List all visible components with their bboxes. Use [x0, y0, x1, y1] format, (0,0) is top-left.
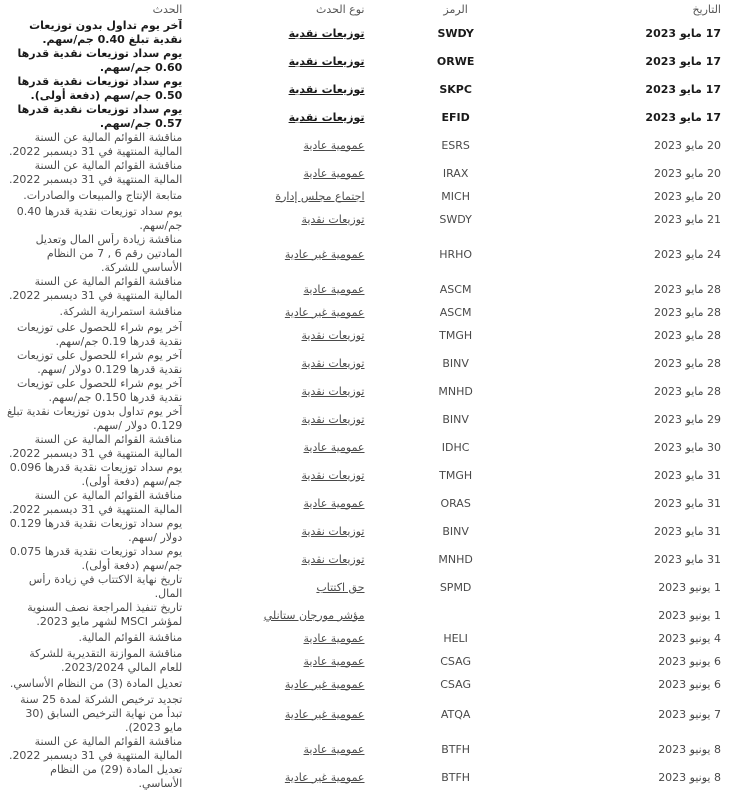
row-symbol: IDHC — [441, 440, 470, 454]
row-event-type-link[interactable]: توزيعات نقدية — [301, 552, 365, 566]
table-row — [0, 629, 729, 647]
row-event-type-link[interactable]: عمومية غير عادية — [284, 677, 365, 691]
row-event-description: مناقشة زيادة رأس المال وتعديل المادتين رقم 6 , 7 من النظام الأساسي للشركة. — [35, 233, 183, 274]
row-symbol: TMGH — [439, 468, 473, 482]
header-symbol: الرمز — [443, 3, 468, 16]
row-date: 28 مايو 2023 — [654, 282, 721, 296]
row-date: 17 مايو 2023 — [645, 82, 721, 96]
row-event-type-link[interactable]: توزيعات نقدية — [301, 356, 365, 370]
row-event-type-link[interactable]: عمومية عادية — [303, 282, 365, 296]
row-date: 8 يونيو 2023 — [658, 770, 721, 784]
table-row — [0, 693, 729, 735]
row-event-type-cell — [182, 517, 364, 545]
table-row — [0, 275, 729, 303]
row-date: 6 يونيو 2023 — [658, 654, 721, 668]
row-event-type-cell — [182, 233, 364, 275]
table-row — [0, 75, 729, 103]
row-symbol: CSAG — [440, 677, 471, 691]
row-event-description: مناقشة القوائم المالية عن السنة المالية المنتهية في 31 ديسمبر 2022. — [8, 159, 183, 186]
table-row — [0, 131, 729, 159]
row-event-description: يوم سداد توزيعات نقدية قدرها 0.60 جم/سهم. — [17, 47, 183, 74]
row-symbol: MICH — [441, 189, 470, 203]
row-date: 28 مايو 2023 — [654, 328, 721, 342]
table-row — [0, 461, 729, 489]
row-event-type-link[interactable]: توزيعات نقدية — [301, 328, 365, 342]
table-row — [0, 19, 729, 47]
row-date: 28 مايو 2023 — [654, 305, 721, 319]
row-date: 20 مايو 2023 — [654, 189, 721, 203]
row-event-type-cell — [182, 763, 364, 791]
row-event-type-link[interactable]: مؤشر مورجان ستانلي — [263, 608, 365, 622]
row-date: 7 يونيو 2023 — [658, 707, 721, 721]
row-event-type-link[interactable]: توزيعات نقدية — [301, 468, 365, 482]
row-event-description: مناقشة استمرارية الشركة. — [59, 305, 183, 318]
row-date: 28 مايو 2023 — [654, 384, 721, 398]
row-event-type-cell — [182, 735, 364, 763]
row-date: 31 مايو 2023 — [654, 524, 721, 538]
events-table-body — [0, 19, 729, 791]
table-row — [0, 647, 729, 675]
row-event-description: يوم سداد توزيعات نقدية قدرها 0.57 جم/سهم. — [17, 103, 183, 130]
table-row — [0, 735, 729, 763]
row-symbol: SWDY — [437, 26, 474, 40]
row-symbol: BTFH — [441, 742, 471, 756]
row-symbol: BINV — [442, 412, 469, 426]
row-symbol: BINV — [442, 356, 469, 370]
row-event-type-link[interactable]: توزيعات نقدية — [301, 524, 365, 538]
table-row — [0, 303, 729, 321]
row-event-type-link[interactable]: توزيعات نقدية — [301, 212, 365, 226]
table-row — [0, 573, 729, 601]
row-event-type-cell — [182, 433, 364, 461]
row-event-type-link[interactable]: توزيعات نقدية — [301, 384, 365, 398]
row-event-type-cell — [182, 693, 364, 735]
row-event-description: تجديد ترخيص الشركة لمدة 25 سنة تبدأ من نهاية الترخيص السابق (30 مايو 2023). — [20, 693, 183, 734]
table-row — [0, 159, 729, 187]
table-row — [0, 545, 729, 573]
row-event-description: آخر يوم تداول بدون توزيعات نقدية تبلغ 0.129 دولار /سهم. — [7, 405, 183, 432]
row-event-description: يوم سداد توزيعات نقدية قدرها 0.50 جم/سهم (دفعة أولى). — [17, 75, 183, 102]
row-event-description: آخر يوم شراء للحصول على توزيعات نقدية قدرها 0.129 دولار /سهم. — [16, 349, 183, 376]
header-event-type: نوع الحدث — [316, 3, 365, 16]
row-event-type-cell — [182, 545, 364, 573]
row-date: 30 مايو 2023 — [654, 440, 721, 454]
row-event-description: تعديل المادة (29) من النظام الأساسي. — [50, 763, 183, 790]
row-symbol: MNHD — [438, 552, 473, 566]
row-event-description: يوم سداد توزيعات نقدية قدرها 0.096 جم/سهم (دفعة أولى). — [9, 461, 183, 488]
row-event-description: آخر يوم شراء للحصول على توزيعات نقدية قدرها 0.150 جم/سهم. — [16, 377, 183, 404]
row-event-description: مناقشة القوائم المالية. — [78, 631, 183, 644]
row-date: 20 مايو 2023 — [654, 138, 721, 152]
row-event-type-cell — [182, 377, 364, 405]
row-symbol: IRAX — [442, 166, 469, 180]
row-date: 17 مايو 2023 — [645, 26, 721, 40]
row-date: 17 مايو 2023 — [645, 54, 721, 68]
table-row — [0, 47, 729, 75]
row-event-type-cell — [182, 629, 364, 647]
row-date: 1 يونيو 2023 — [658, 608, 721, 622]
row-date: 21 مايو 2023 — [654, 212, 721, 226]
row-event-description: تاريخ نهاية الاكتتاب في زيادة رأس المال. — [28, 573, 183, 600]
row-event-type-cell — [182, 405, 364, 433]
table-row — [0, 517, 729, 545]
table-row — [0, 205, 729, 233]
row-event-type-link[interactable]: عمومية عادية — [303, 742, 365, 756]
row-event-type-link[interactable]: توزيعات نقدية — [301, 412, 365, 426]
row-event-description: يوم سداد توزيعات نقدية قدرها 0.40 جم/سهم. — [16, 205, 183, 232]
row-event-description: مناقشة القوائم المالية عن السنة المالية المنتهية في 31 ديسمبر 2022. — [8, 735, 183, 762]
row-event-type-link[interactable]: توزيعات نقدية — [288, 26, 365, 40]
row-symbol: EFID — [441, 110, 470, 124]
row-event-type-link[interactable]: توزيعات نقدية — [288, 54, 365, 68]
row-symbol: SKPC — [439, 82, 472, 96]
row-event-type-cell — [182, 131, 364, 159]
table-row — [0, 601, 729, 629]
row-event-type-link[interactable]: توزيعات نقدية — [288, 110, 365, 124]
row-event-type-link[interactable]: عمومية عادية — [303, 631, 365, 645]
row-symbol: BINV — [442, 524, 469, 538]
row-date: 6 يونيو 2023 — [658, 677, 721, 691]
row-event-type-cell — [182, 103, 364, 131]
row-event-type-link[interactable]: حق اكتتاب — [316, 580, 365, 594]
row-event-description: مناقشة القوائم المالية عن السنة المالية المنتهية في 31 ديسمبر 2022. — [8, 131, 183, 158]
row-event-description: آخر يوم شراء للحصول على توزيعات نقدية قدرها 0.19 جم/سهم. — [16, 321, 183, 348]
row-symbol: ESRS — [441, 138, 470, 152]
table-row — [0, 763, 729, 791]
row-event-description: تعديل المادة (3) من النظام الأساسي. — [9, 677, 183, 690]
row-event-type-cell — [182, 205, 364, 233]
row-event-description: يوم سداد توزيعات نقدية قدرها 0.075 جم/سهم (دفعة أولى). — [9, 545, 183, 572]
row-date: 1 يونيو 2023 — [658, 580, 721, 594]
row-event-type-link[interactable]: عمومية عادية — [303, 496, 365, 510]
row-event-type-link[interactable]: عمومية غير عادية — [284, 305, 365, 319]
row-symbol: ASCM — [439, 305, 472, 319]
row-date: 31 مايو 2023 — [654, 496, 721, 510]
row-event-type-link[interactable]: عمومية غير عادية — [284, 707, 365, 721]
table-row — [0, 349, 729, 377]
table-row — [0, 103, 729, 131]
row-event-type-link[interactable]: عمومية عادية — [303, 166, 365, 180]
row-event-type-cell — [182, 303, 364, 321]
row-symbol — [365, 601, 547, 629]
row-date: 28 مايو 2023 — [654, 356, 721, 370]
row-symbol: ATQA — [440, 707, 471, 721]
table-row — [0, 321, 729, 349]
row-event-type-cell — [182, 461, 364, 489]
row-date: 29 مايو 2023 — [654, 412, 721, 426]
row-event-type-cell — [182, 349, 364, 377]
row-event-description: متابعة الإنتاج والمبيعات والصادرات. — [23, 189, 183, 202]
row-event-type-cell — [182, 159, 364, 187]
row-event-type-cell — [182, 647, 364, 675]
table-header-row — [0, 0, 729, 19]
row-event-type-link[interactable]: عمومية غير عادية — [284, 247, 365, 261]
table-row — [0, 433, 729, 461]
row-event-description: تاريخ تنفيذ المراجعة نصف السنوية لمؤشر MSCI لشهر مايو 2023. — [27, 601, 183, 628]
table-row — [0, 377, 729, 405]
row-event-description: يوم سداد توزيعات نقدية قدرها 0.129 دولار /سهم. — [9, 517, 183, 544]
row-event-type-cell — [182, 19, 364, 47]
row-symbol: HRHO — [439, 247, 473, 261]
row-event-description: مناقشة القوائم المالية عن السنة المالية المنتهية في 31 ديسمبر 2022. — [8, 275, 183, 302]
row-date: 4 يونيو 2023 — [658, 631, 721, 645]
header-event: الحدث — [152, 3, 183, 16]
row-symbol: CSAG — [440, 654, 471, 668]
row-event-description: مناقشة القوائم المالية عن السنة المالية المنتهية في 31 ديسمبر 2022. — [8, 433, 183, 460]
row-event-type-cell — [182, 601, 364, 629]
table-row — [0, 675, 729, 693]
row-event-type-cell — [182, 321, 364, 349]
row-event-type-link[interactable]: توزيعات نقدية — [288, 82, 365, 96]
row-event-type-cell — [182, 489, 364, 517]
row-symbol: HELI — [443, 631, 468, 645]
table-row — [0, 405, 729, 433]
row-symbol: SPMD — [439, 580, 472, 594]
row-symbol: TMGH — [439, 328, 473, 342]
row-event-description: آخر يوم تداول بدون توزيعات نقدية تبلغ 0.40 جم/سهم. — [29, 19, 183, 46]
row-date: 20 مايو 2023 — [654, 166, 721, 180]
row-symbol: ORWE — [436, 54, 475, 68]
row-event-type-cell — [182, 675, 364, 693]
row-symbol: ORAS — [440, 496, 471, 510]
table-row — [0, 489, 729, 517]
row-event-type-cell — [182, 275, 364, 303]
row-symbol: MNHD — [438, 384, 473, 398]
header-date: التاريخ — [692, 3, 721, 16]
row-event-type-cell — [182, 75, 364, 103]
row-symbol: SWDY — [439, 212, 472, 226]
row-event-description: مناقشة الموازنة التقديرية للشركة للعام المالي 2023/2024. — [29, 647, 183, 674]
row-date: 31 مايو 2023 — [654, 552, 721, 566]
row-event-type-link[interactable]: عمومية عادية — [303, 440, 365, 454]
row-event-description: مناقشة القوائم المالية عن السنة المالية المنتهية في 31 ديسمبر 2022. — [8, 489, 183, 516]
row-date: 17 مايو 2023 — [645, 110, 721, 124]
row-event-type-link[interactable]: اجتماع مجلس إدارة — [275, 189, 365, 203]
row-event-type-cell — [182, 47, 364, 75]
row-date: 24 مايو 2023 — [654, 247, 721, 261]
table-row — [0, 233, 729, 275]
table-row — [0, 187, 729, 205]
row-symbol: BTFH — [441, 770, 471, 784]
row-event-type-cell — [182, 573, 364, 601]
row-event-type-link[interactable]: عمومية عادية — [303, 654, 365, 668]
row-date: 31 مايو 2023 — [654, 468, 721, 482]
row-date: 8 يونيو 2023 — [658, 742, 721, 756]
row-event-type-link[interactable]: عمومية عادية — [303, 138, 365, 152]
row-symbol: ASCM — [439, 282, 472, 296]
row-event-type-cell — [182, 187, 364, 205]
row-event-type-link[interactable]: عمومية غير عادية — [284, 770, 365, 784]
